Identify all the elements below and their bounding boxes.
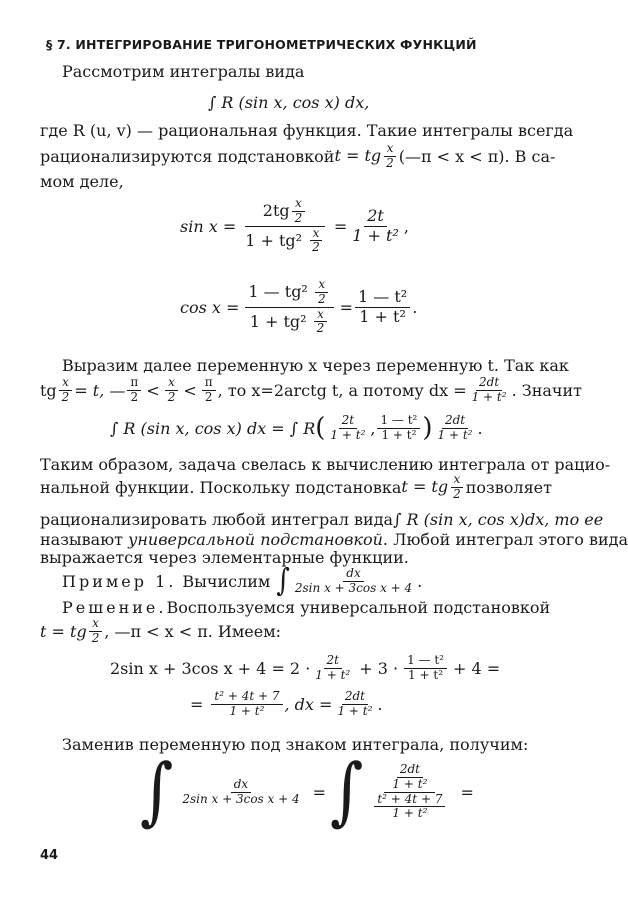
- p1-subst: t = tg $\frac{x}{2}$: [334, 142, 398, 171]
- equation-2: = $\frac{\text{t² + 4t + 7}}{\text{1 + t²}}$ , dx = $\frac{2dt}{\text{1 + t²}}$ .: [190, 689, 383, 718]
- paragraph-3-line-2: нальной функции. Поскольку подстановка t = tg $\frac{x}{2}$ позволяет: [40, 472, 552, 501]
- paragraph-1-line-2: [40, 141, 556, 171]
- paragraph-2-line-2: tg $\frac{x}{2}$ = t, — $\frac{\pi}{2}$ < $\frac{x}{2}$ < $\frac{\pi}{2}$ , то x=2arctg t, а потому dx = $\frac{2dt}{\text{1 + t²}}$ . Значит: [40, 375, 582, 404]
- sin-fraction: 2tg $\frac{x}{2}$ 1 + tg² $\frac{x}{2}$: [242, 197, 328, 255]
- equation-1: 2sin x + 3cos x + 4 = 2 · $\frac{2t}{\text{1 + t²}}$ + 3 · $\frac{\text{1 — t²}}{\text{1 + t²}}$ + 4 =: [110, 653, 501, 682]
- p1-text-a: рационализируются подстановкой: [40, 146, 335, 166]
- x-over-2: $\frac{x}{2}$: [383, 142, 397, 171]
- p1-text-c: (—π < x < π). В са-: [398, 146, 556, 166]
- page-number: 44: [40, 848, 59, 863]
- paragraph-1-line-1: где R (u, v) — рациональная функция. Такие интегралы всегда: [40, 121, 574, 140]
- paragraph-3-line-1: Таким образом, задача свелась к вычислению интеграла от рацио-: [40, 455, 611, 474]
- sin-formula: sin x = 2tg $\frac{x}{2}$ 1 + tg² $\frac{x}{2}$ = $\frac{2t}{\text{1 + t²}}$ ,: [180, 196, 409, 255]
- cos-rhs-fraction: $\frac{\text{1 — t²}}{\text{1 + t²}}$: [355, 288, 410, 326]
- intro-line: Рассмотрим интегралы вида: [62, 62, 305, 81]
- paragraph-3-line-5: выражается через элементарные функции.: [40, 548, 409, 567]
- example-1: Пример 1. Вычислим ∫ $\frac{dx}{\text{2sin x + 3cos x + 4}}$ .: [62, 563, 423, 600]
- solution-line-1: Решение. Воспользуемся универсальной подстановкой: [62, 598, 551, 617]
- sin-rhs-fraction: $\frac{2t}{\text{1 + t²}}$: [352, 206, 399, 245]
- paragraph-3-line-4: называют универсальной подстановкой. Любой интеграл этого вида: [40, 530, 628, 549]
- cos-fraction: 1 — tg² $\frac{x}{2}$ 1 + tg² $\frac{x}{2}$: [245, 278, 333, 336]
- solution-line-2: t = tg $\frac{x}{2}$ , —π < x < π. Имеем:: [40, 616, 282, 645]
- integral-form: ∫ R (sin x, cos x) dx,: [208, 93, 370, 112]
- substitution-integral: ∫ R (sin x, cos x) dx = ∫ R ( $\frac{2t}{\text{1 + t²}}$ , $\frac{\text{1 — t²}}{\text{1 + t²}}$ ) $\frac{2dt}{\text{1 + t²}}$ .: [110, 412, 483, 443]
- cos-formula: cos x = 1 — tg² $\frac{x}{2}$ 1 + tg² $\frac{x}{2}$ = $\frac{\text{1 — t²}}{\text{1 + t²}}$ .: [180, 277, 418, 336]
- paragraph-3-line-3: рационализировать любой интеграл вида ∫ R (sin x, cos x)dx, то ее: [40, 510, 604, 529]
- book-page: [40, 0, 628, 900]
- final-text: Заменив переменную под знаком интеграла, получим:: [62, 735, 529, 754]
- section-heading: § 7. ИНТЕГРИРОВАНИЕ ТРИГОНОМЕТРИЧЕСКИХ ФУНКЦИЙ: [46, 37, 477, 52]
- final-equation: ∫ $\frac{dx}{\text{2sin x + 3cos x + 4}}$ = ∫ $\frac{\frac{2dt}{\text{1 + t²}}}{\frac{\text{t² + 4t + 7}}{\text{1 + t²}}}$ =: [140, 749, 474, 835]
- paragraph-1-line-3: мом деле,: [40, 172, 124, 191]
- paragraph-2-line-1: Выразим далее переменную x через переменную t. Так как: [62, 356, 569, 375]
